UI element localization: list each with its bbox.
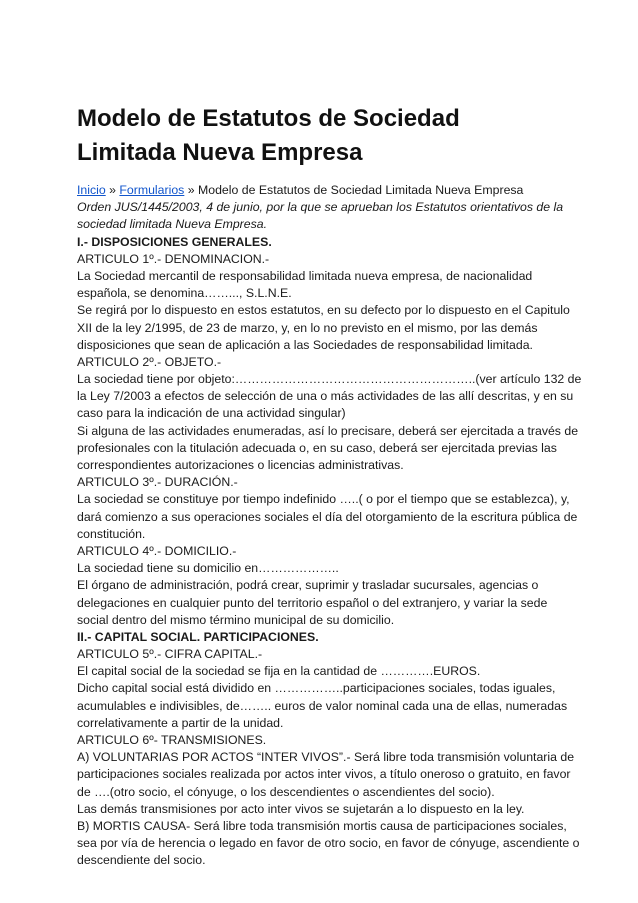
text-line: ARTICULO 4º.- DOMICILIO.- [77,543,237,558]
text-line: Dicho capital social está dividido en ……………..participaciones sociales, todas iguales, [77,681,556,696]
text-line: ARTICULO 5º.- CIFRA CAPITAL.- [77,647,263,662]
text-line: española, se denomina……..., S.L.N.E. [77,286,292,301]
statute-text [77,199,582,869]
text-line: A) VOLUNTARIAS POR ACTOS “INTER VIVOS”.- Será libre toda transmisión voluntaria de [77,750,575,765]
text-line: profesionales con la titulación adecuada o, en su caso, deberá ser ejercitada previas las [77,440,557,455]
text-line: ARTICULO 1º.- DENOMINACION.- [77,251,270,266]
document-body [77,182,582,870]
breadcrumb [77,182,569,199]
text-line: correlativamente a partir de la unidad. [77,715,284,730]
text-line: acumulables e indivisibles, de…….. euros de valor nominal cada una de ellas, numeradas [77,698,568,713]
text-line: XII de la ley 2/1995, de 23 de marzo, y, en lo no previsto en el mismo, por las demás [77,320,538,335]
text-line: La sociedad tiene por objeto:…………………………………………………..(ver artículo 132 de [77,372,582,387]
text-line: B) MORTIS CAUSA- Será libre toda transmisión mortis causa de participaciones sociales, [77,818,567,833]
breadcrumb-forms-link[interactable]: Formularios [119,183,185,197]
section-heading: I.- DISPOSICIONES GENERALES. [77,234,272,249]
text-line: Orden JUS/1445/2003, 4 de junio, por la que se aprueban los Estatutos orientativos de la [77,200,564,215]
text-line: disposiciones que sean de aplicación a las Sociedades de responsabilidad limitada. [77,337,533,352]
document-page [77,102,582,870]
text-line: La Sociedad mercantil de responsabilidad limitada nueva empresa, de nacionalidad [77,268,533,283]
text-line: ARTICULO 2º.- OBJETO.- [77,354,222,369]
text-line: la Ley 7/2003 a efectos de selección de una o más actividades de las allí descritas, y en su [77,389,574,404]
text-line: El órgano de administración, podrá crear, suprimir y trasladar sucursales, agencias o [77,578,539,593]
text-line: dará comienzo a sus operaciones sociales el día del otorgamiento de la escritura pública de [77,509,578,524]
text-line: La sociedad se constituye por tiempo indefinido …..( o por el tiempo que se establezca), y, [77,492,570,507]
text-line: El capital social de la sociedad se fija en la cantidad de ………….EUROS. [77,664,481,679]
text-line: descendiente del socio. [77,853,206,868]
breadcrumb-separator: » [184,183,199,197]
breadcrumb-home-link[interactable]: Inicio [77,183,106,197]
breadcrumb-current: Modelo de Estatutos de Sociedad Limitada Nueva Empresa [198,183,524,197]
text-line: social dentro del mismo término municipal de su domicilio. [77,612,395,627]
text-line: constitución. [77,526,146,541]
text-line: Si alguna de las actividades enumeradas, así lo precisare, deberá ser ejercitada a través de [77,423,579,438]
section-heading: II.- CAPITAL SOCIAL. PARTICIPACIONES. [77,629,319,644]
text-line: delegaciones en cualquier punto del territorio español o del extranjero, y variar la sede [77,595,548,610]
text-line: caso para la indicación de una actividad singular) [77,406,346,421]
page-title [77,102,569,170]
text-line: La sociedad tiene su domicilio en……………….. [77,561,339,576]
text-line: sea por vía de herencia o legado en favor de otro socio, en favor de cónyuge, ascendiente o [77,836,580,851]
text-line: de ….(otro socio, el cónyuge, o los descendientes o ascendientes del socio). [77,784,495,799]
text-line: participaciones sociales realizada por actos inter vivos, a título oneroso o gratuito, en favor [77,767,571,782]
breadcrumb-separator: » [105,183,120,197]
text-line: correspondientes autorizaciones o licencias administrativas. [77,458,404,472]
text-line: sociedad limitada Nueva Empresa. [77,217,268,232]
text-line: ARTICULO 3º.- DURACIÓN.- [77,475,238,490]
text-line: ARTICULO 6º- TRANSMISIONES. [77,733,267,747]
title-line-2: Limitada Nueva Empresa [77,139,363,166]
title-line-1: Modelo de Estatutos de Sociedad [77,105,460,132]
text-line: Las demás transmisiones por acto inter vivos se sujetarán a lo dispuesto en la ley. [77,801,525,816]
text-line: Se regirá por lo dispuesto en estos estatutos, en su defecto por lo dispuesto en el Capitulo [77,303,570,318]
